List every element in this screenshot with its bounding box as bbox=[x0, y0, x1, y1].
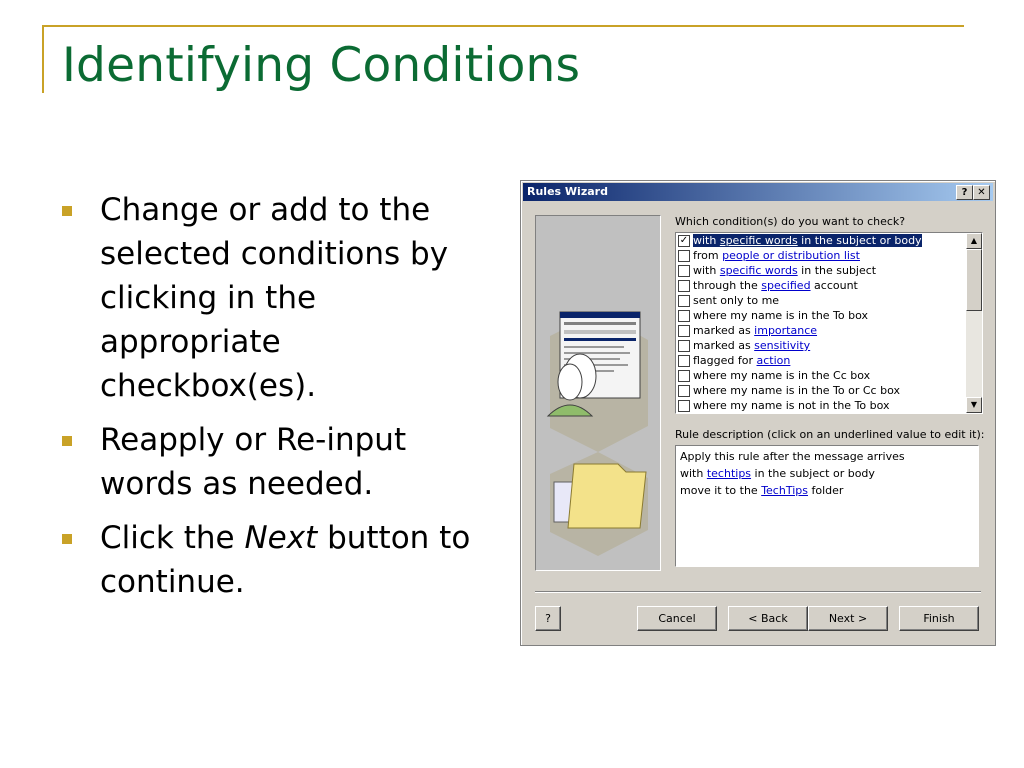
condition-label bbox=[693, 294, 779, 307]
condition-link[interactable]: action bbox=[756, 354, 791, 367]
condition-text: where my name is in the Cc box bbox=[693, 369, 871, 382]
rules-wizard-dialog bbox=[520, 180, 996, 646]
close-icon[interactable]: ✕ bbox=[973, 185, 990, 200]
scroll-up-icon[interactable]: ▲ bbox=[966, 233, 982, 249]
condition-text: with bbox=[693, 234, 720, 247]
condition-text: marked as bbox=[693, 324, 755, 337]
condition-row[interactable] bbox=[676, 323, 982, 338]
condition-checkbox[interactable] bbox=[678, 325, 690, 337]
rule-description-text: Rule description (click on an underlined value to edit it): bbox=[675, 428, 985, 441]
condition-link[interactable]: sensitivity bbox=[754, 339, 811, 352]
condition-row[interactable] bbox=[676, 353, 982, 368]
scroll-down-icon[interactable]: ▼ bbox=[966, 397, 982, 413]
condition-link[interactable]: specific words bbox=[719, 234, 798, 247]
next-button[interactable]: Next > bbox=[808, 606, 888, 631]
condition-row[interactable] bbox=[676, 278, 982, 293]
wizard-illustration-graphic bbox=[536, 216, 660, 570]
condition-row[interactable] bbox=[676, 368, 982, 383]
condition-label bbox=[693, 309, 868, 322]
condition-checkbox[interactable] bbox=[678, 295, 690, 307]
conditions-question-label bbox=[675, 215, 905, 228]
slide-title: Identifying Conditions bbox=[62, 38, 581, 93]
condition-label bbox=[693, 339, 810, 352]
condition-row[interactable] bbox=[676, 233, 982, 248]
condition-label bbox=[693, 324, 817, 337]
condition-checkbox[interactable] bbox=[678, 385, 690, 397]
dialog-title: Rules Wizard bbox=[527, 185, 608, 198]
cancel-button[interactable]: Cancel bbox=[637, 606, 717, 631]
bullet-list bbox=[62, 188, 502, 614]
bullet-marker bbox=[62, 534, 72, 544]
rule-text: Apply this rule after the message arrives bbox=[680, 450, 905, 463]
rule-description-label bbox=[675, 428, 984, 441]
rule-text: move it to the bbox=[680, 484, 762, 497]
rule-text: in the subject or body bbox=[751, 467, 875, 480]
bullet-item bbox=[62, 516, 502, 604]
condition-text: where my name is in the To box bbox=[693, 309, 869, 322]
condition-text: where my name is not in the To box bbox=[693, 399, 890, 412]
condition-checkbox[interactable] bbox=[678, 265, 690, 277]
condition-text: with bbox=[693, 264, 720, 277]
condition-row[interactable] bbox=[676, 248, 982, 263]
condition-row[interactable] bbox=[676, 338, 982, 353]
bullet-text: Change or add to the selected conditions by clicking in the appropriate checkbox(es). bbox=[100, 192, 449, 404]
condition-row[interactable] bbox=[676, 398, 982, 413]
rule-value-link[interactable]: techtips bbox=[706, 467, 752, 480]
bullet-item bbox=[62, 188, 502, 408]
condition-text: account bbox=[810, 279, 858, 292]
condition-row[interactable] bbox=[676, 263, 982, 278]
condition-label bbox=[693, 354, 790, 367]
condition-text: from bbox=[693, 249, 723, 262]
condition-text: in the subject bbox=[797, 264, 877, 277]
condition-link[interactable]: people or distribution list bbox=[722, 249, 860, 262]
rule-description-line bbox=[680, 465, 974, 482]
wizard-illustration bbox=[535, 215, 661, 571]
condition-row[interactable] bbox=[676, 383, 982, 398]
condition-label bbox=[693, 399, 890, 412]
bullet-marker bbox=[62, 206, 72, 216]
rule-text: folder bbox=[807, 484, 844, 497]
bullet-text-post: button to continue. bbox=[100, 520, 471, 600]
condition-label bbox=[693, 369, 870, 382]
bullet-item bbox=[62, 418, 502, 506]
title-accent-bar bbox=[42, 25, 44, 93]
help-button[interactable]: ? bbox=[535, 606, 561, 631]
condition-text: flagged for bbox=[693, 354, 757, 367]
scroll-thumb[interactable] bbox=[966, 249, 982, 311]
condition-label bbox=[693, 249, 860, 262]
dialog-titlebar[interactable] bbox=[523, 183, 993, 201]
bullet-marker bbox=[62, 436, 72, 446]
rule-description-line bbox=[680, 482, 974, 499]
condition-checkbox[interactable] bbox=[678, 310, 690, 322]
condition-label bbox=[693, 234, 922, 247]
condition-text: through the bbox=[693, 279, 762, 292]
bullet-text-pre: Click the bbox=[100, 520, 245, 556]
condition-checkbox[interactable] bbox=[678, 250, 690, 262]
bullet-text: Reapply or Re-input words as needed. bbox=[100, 422, 407, 502]
conditions-list[interactable] bbox=[675, 232, 983, 414]
conditions-question-text: Which condition(s) do you want to check? bbox=[675, 215, 906, 228]
rule-value-link[interactable]: TechTips bbox=[761, 484, 808, 497]
bullet-text-italic: Next bbox=[244, 520, 318, 556]
condition-text: in the subject or body bbox=[797, 234, 922, 247]
help-icon[interactable]: ? bbox=[956, 185, 973, 200]
condition-label bbox=[693, 384, 900, 397]
condition-link[interactable]: specified bbox=[761, 279, 811, 292]
title-accent-line bbox=[42, 25, 964, 27]
condition-text: where my name is in the To or Cc box bbox=[693, 384, 900, 397]
condition-checkbox[interactable] bbox=[678, 400, 690, 412]
condition-row[interactable] bbox=[676, 308, 982, 323]
rule-description-box bbox=[675, 445, 979, 567]
back-button[interactable]: < Back bbox=[728, 606, 808, 631]
condition-checkbox[interactable] bbox=[678, 340, 690, 352]
rule-text: with bbox=[680, 467, 707, 480]
condition-text: sent only to me bbox=[693, 294, 780, 307]
condition-checkbox[interactable] bbox=[678, 280, 690, 292]
dialog-separator bbox=[535, 591, 981, 593]
condition-label bbox=[693, 264, 876, 277]
condition-label bbox=[693, 279, 858, 292]
rule-description-line bbox=[680, 448, 974, 465]
condition-link[interactable]: specific words bbox=[719, 264, 798, 277]
condition-link[interactable]: importance bbox=[754, 324, 818, 337]
condition-checkbox[interactable]: ✓ bbox=[679, 235, 689, 246]
finish-button[interactable]: Finish bbox=[899, 606, 979, 631]
condition-text: marked as bbox=[693, 339, 755, 352]
conditions-scrollbar[interactable] bbox=[966, 233, 982, 413]
condition-checkbox[interactable] bbox=[678, 370, 690, 382]
condition-row[interactable] bbox=[676, 293, 982, 308]
condition-checkbox[interactable] bbox=[678, 355, 690, 367]
